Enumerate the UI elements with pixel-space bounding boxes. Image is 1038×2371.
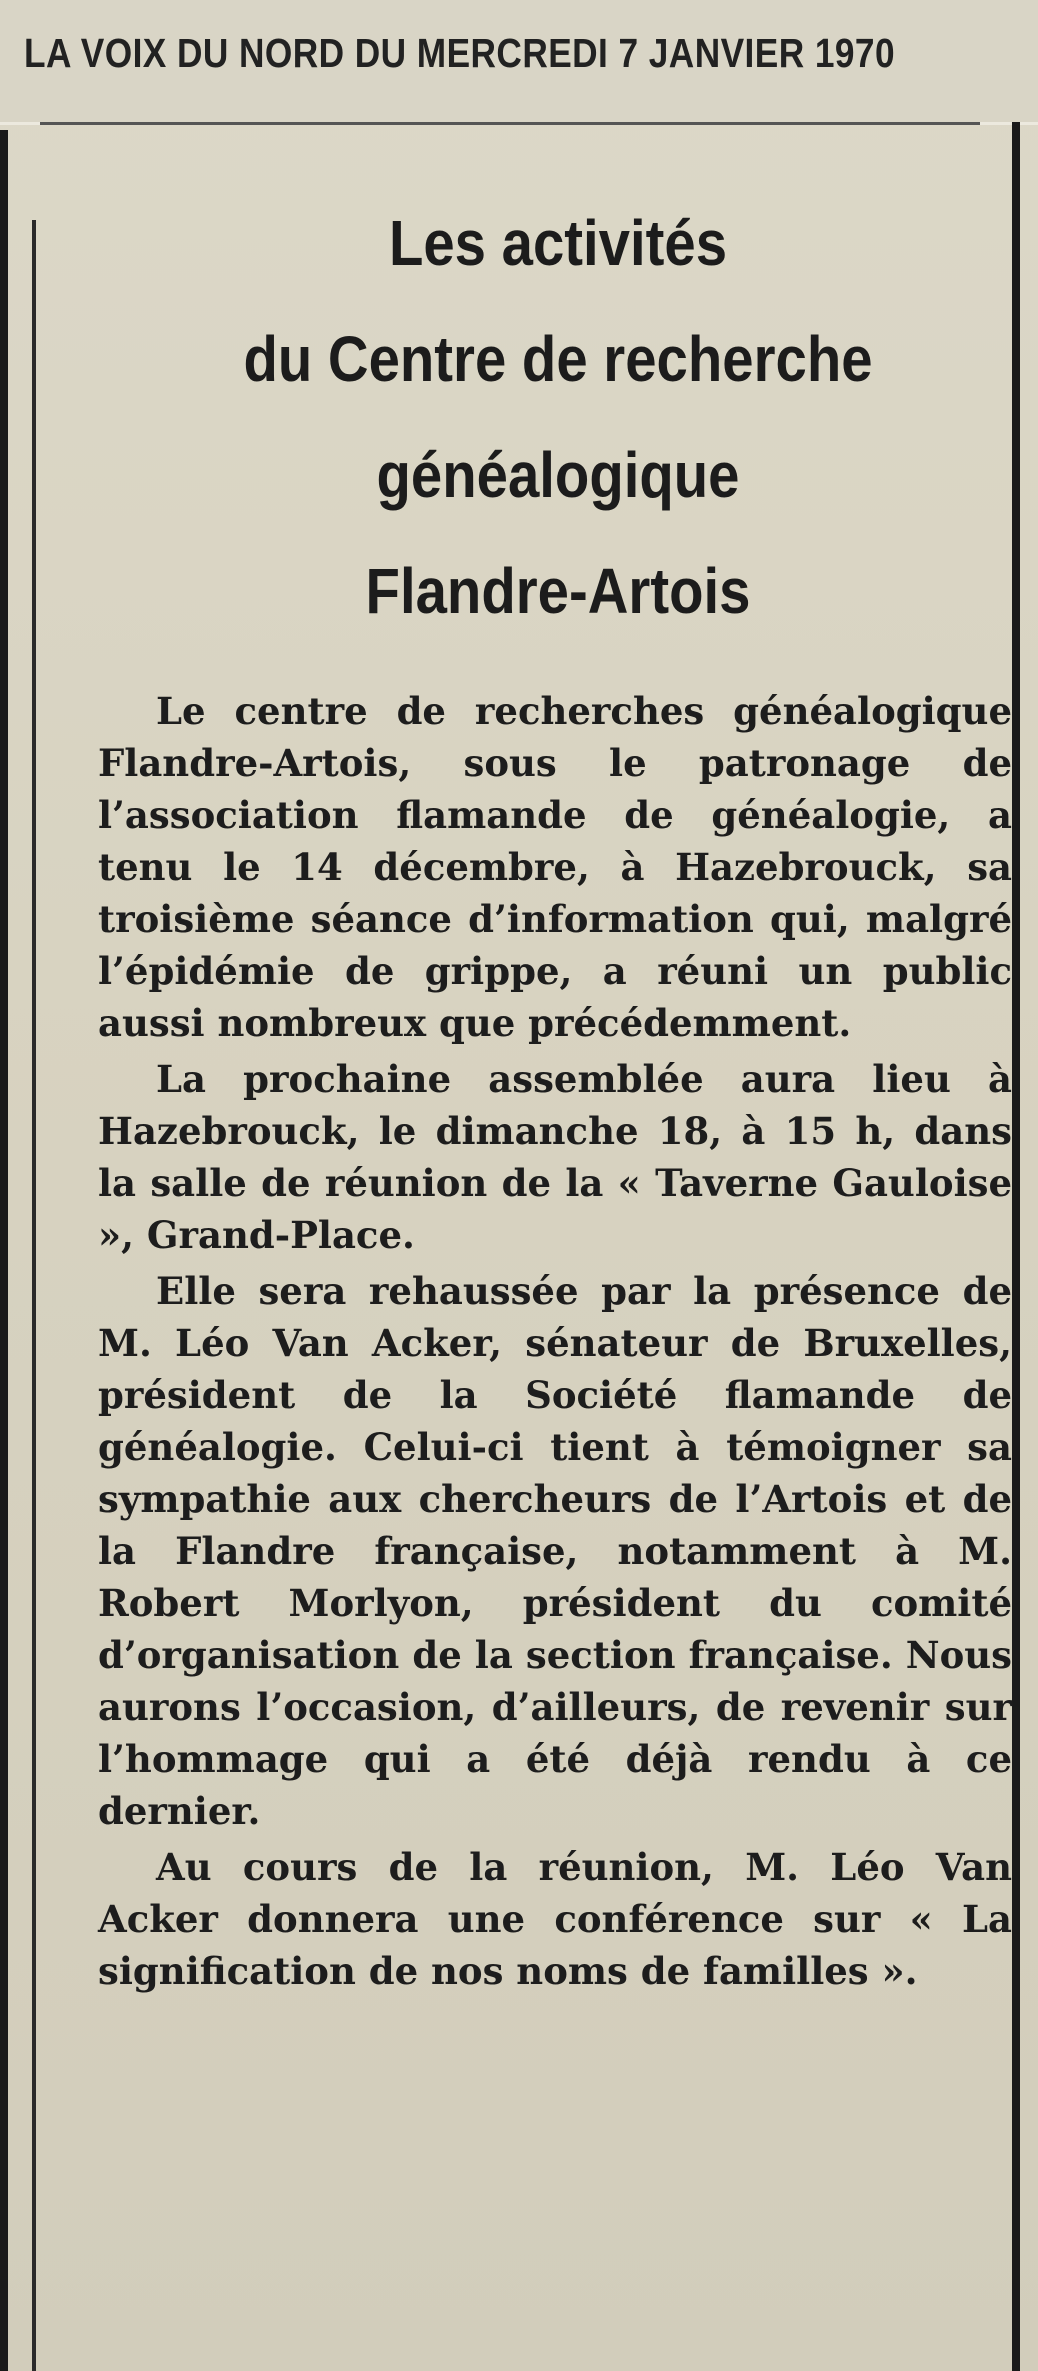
column-inner-rule bbox=[32, 220, 36, 2371]
header-dateline: LA VOIX DU NORD DU MERCREDI 7 JANVIER 1970 bbox=[24, 30, 896, 76]
article-body bbox=[98, 685, 1012, 1997]
article-title bbox=[153, 185, 963, 649]
article-paragraph: Le centre de recherches généalogique Flandre-Artois, sous le patronage de l’association flamande de généalogie, a tenu le 14 décembre, à Hazebrouck, sa troisième séance d’information qui, malgré l’épidémie de grippe, a réuni un public aussi nombreux que précédemment. bbox=[98, 689, 1012, 1045]
newspaper-header bbox=[0, 0, 1038, 125]
article-paragraph: La prochaine assemblée aura lieu à Hazebrouck, le dimanche 18, à 15 h, dans la salle de réunion de la « Taverne Gauloise », Grand-Place. bbox=[98, 1057, 1012, 1257]
title-line: Flandre-Artois bbox=[365, 555, 751, 627]
article-headline-block bbox=[98, 185, 1018, 649]
title-line: du Centre de recherche bbox=[243, 323, 873, 395]
column-left-rule bbox=[0, 130, 8, 2371]
title-line: Les activités bbox=[388, 207, 728, 279]
title-line: généalogique bbox=[376, 439, 740, 511]
column-top-rule bbox=[40, 122, 980, 125]
article-paragraph: Elle sera rehaussée par la présence de M. Léo Van Acker, sénateur de Bruxelles, président de la Société flamande de généalogie. Celui-ci tient à témoigner sa sympathie aux chercheurs de l’Artois et de la Flandre française, notamment à M. Robert Morlyon, président du comité d’organisation de la section française. Nous aurons l’occasion, d’ailleurs, de revenir sur l’hommage qui a été déjà rendu à ce dernier. bbox=[98, 1269, 1012, 1833]
article-paragraph: Au cours de la réunion, M. Léo Van Acker donnera une conférence sur « La signification de nos noms de familles ». bbox=[98, 1845, 1012, 1993]
